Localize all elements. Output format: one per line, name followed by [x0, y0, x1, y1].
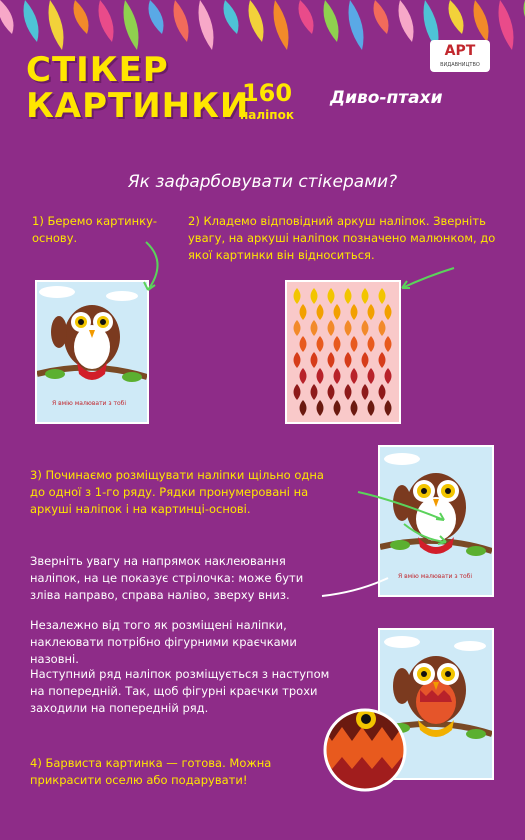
arrow-step1: [140, 238, 170, 298]
fringe-leaf: [199, 0, 214, 50]
sticker-petal: [334, 336, 341, 352]
sticker-sheet-card: [285, 280, 401, 424]
sticker-petal: [368, 368, 375, 384]
sticker-count-label: наліпок: [240, 108, 294, 122]
fringe-leaf: [0, 0, 14, 34]
sticker-petal: [311, 384, 318, 400]
fringe-leaf: [249, 0, 264, 42]
sticker-petal: [351, 304, 358, 320]
sticker-petal: [300, 400, 307, 416]
step-2-text: 2) Кладемо відповідний аркуш наліпок. Зверніть увагу, на аркуші наліпок позначено малюнком, до якої картинки він відноситься.: [188, 214, 496, 262]
sticker-petal: [362, 352, 369, 368]
sticker-petal: [379, 320, 386, 336]
product-title: [26, 50, 250, 126]
fringe-leaf: [74, 0, 89, 34]
sticker-petal: [362, 288, 369, 304]
sticker-petal: [294, 384, 301, 400]
sticker-petal: [385, 368, 392, 384]
fringe-leaf: [499, 0, 514, 50]
publisher-logo: [430, 40, 490, 72]
sticker-petal: [328, 320, 335, 336]
sticker-petal: [385, 336, 392, 352]
sticker-petal: [345, 320, 352, 336]
card-1-caption: Я вмію малювати з тобі: [52, 400, 126, 407]
fringe-leaf: [174, 0, 189, 42]
sticker-petal: [300, 368, 307, 384]
publisher-sub: ВИДАВНИЦТВО: [440, 62, 480, 68]
fringe-leaf: [349, 0, 364, 50]
sticker-petal: [334, 368, 341, 384]
sticker-petal: [334, 304, 341, 320]
sticker-petal: [311, 320, 318, 336]
sticker-petal: [345, 352, 352, 368]
sticker-petal: [328, 288, 335, 304]
fringe-leaf: [224, 0, 239, 34]
sticker-petal: [385, 400, 392, 416]
sticker-petal: [379, 352, 386, 368]
fringe-leaf: [99, 0, 114, 42]
sticker-petal: [368, 304, 375, 320]
title-line1: СТІКЕР: [26, 50, 169, 90]
sticker-petal: [334, 400, 341, 416]
sticker-petal: [311, 352, 318, 368]
sticker-petal: [351, 368, 358, 384]
step-4-text: 4) Барвиста картинка — готова. Можна прикрасити оселю або подарувати!: [30, 756, 272, 787]
fringe-leaf: [449, 0, 464, 34]
series-subtitle: Диво-птахи: [330, 88, 443, 108]
sticker-petal: [328, 384, 335, 400]
sticker-petal: [317, 368, 324, 384]
sticker-petal: [317, 400, 324, 416]
note-edges: Незалежно від того як розміщені наліпки, наклеювати потрібно фігурними краєчками назовні.: [30, 618, 297, 666]
arrow-direction: [400, 520, 450, 546]
sticker-petal: [379, 288, 386, 304]
sticker-petal: [294, 320, 301, 336]
sticker-petal: [379, 384, 386, 400]
step-3-text: 3) Починаємо розміщувати наліпки щільно одна до одної з 1-го ряду. Рядки пронумеровані на аркуші наліпок і на картинці-основі.: [30, 468, 324, 516]
fringe-leaf: [474, 0, 489, 42]
arrow-step2: [398, 266, 458, 292]
fringe-leaf: [274, 0, 289, 50]
fringe-leaf: [399, 0, 414, 42]
fringe-leaf: [49, 0, 64, 50]
fringe-leaf: [24, 0, 39, 42]
sticker-petal: [311, 288, 318, 304]
arrow-note1: [318, 574, 394, 602]
sticker-petal: [300, 304, 307, 320]
title-line2: КАРТИНКИ: [26, 86, 250, 126]
note-overlap: Наступний ряд наліпок розміщується з наступом на попередній. Так, щоб фігурні краєчки трохи заходили на попередній ряд.: [30, 667, 330, 715]
instructions-heading: Як зафарбовувати стікерами?: [127, 172, 398, 192]
sticker-petal: [294, 352, 301, 368]
card-3-caption: Я вмію малювати з тобі: [398, 573, 472, 580]
sticker-petal: [345, 288, 352, 304]
sticker-petal: [368, 336, 375, 352]
sticker-petal: [362, 384, 369, 400]
fringe-leaf: [324, 0, 339, 42]
sticker-petal: [300, 336, 307, 352]
fringe-leaf: [149, 0, 164, 34]
fringe-leaf: [374, 0, 389, 34]
sticker-petal: [362, 320, 369, 336]
fringe-leaf: [124, 0, 139, 50]
publisher-name: АРТ: [444, 43, 476, 59]
sticker-count: 160: [241, 79, 293, 107]
zoom-detail-circle: [322, 707, 408, 793]
sticker-petal: [351, 336, 358, 352]
sticker-petal: [351, 400, 358, 416]
sticker-sheet-illustration: [287, 282, 399, 422]
step-1-text: 1) Беремо картинку-основу.: [32, 214, 158, 245]
sticker-petal: [294, 288, 301, 304]
sticker-petal: [317, 336, 324, 352]
sticker-petal: [345, 384, 352, 400]
sticker-petal: [328, 352, 335, 368]
note-direction: Зверніть увагу на напрямок наклеювання наліпок, на це показує стрілочка: може бути зліва направо, справа наліво, зверху вниз.: [30, 554, 304, 602]
sticker-petal: [317, 304, 324, 320]
sticker-petal: [368, 400, 375, 416]
sticker-petal: [385, 304, 392, 320]
fringe-leaf: [299, 0, 314, 34]
